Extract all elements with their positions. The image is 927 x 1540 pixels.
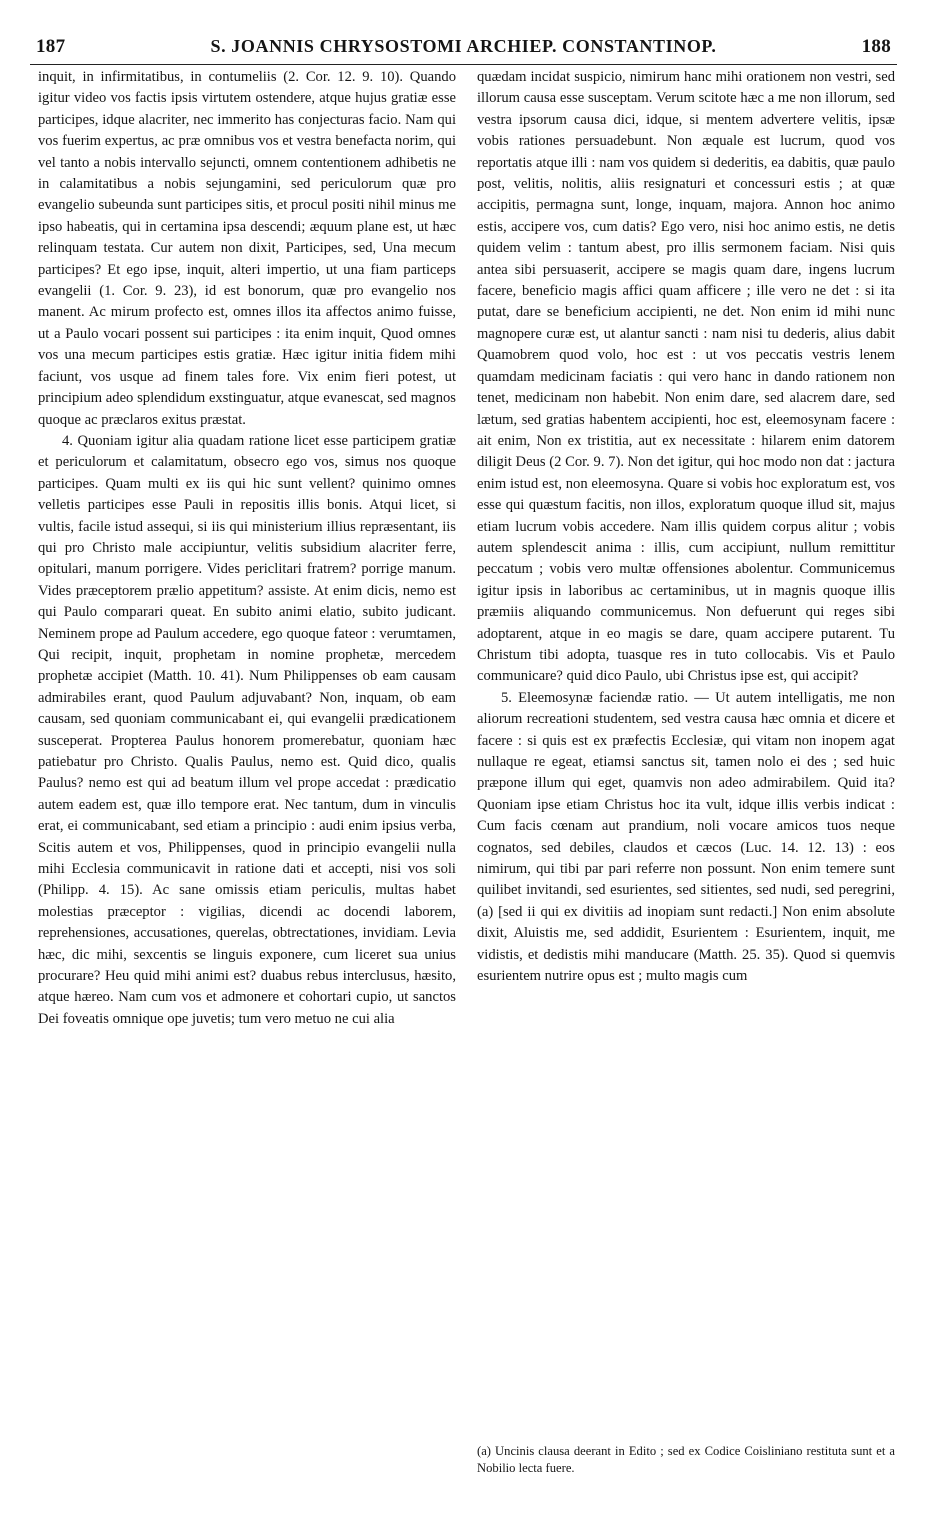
footnote: (a) Uncinis clausa deerant in Edito ; sed ex Codice Coisliniano restituta sunt et a Nobilio lecta fuere. [477,1444,895,1475]
page-number-right: 188 [861,36,891,57]
left-paragraph-2: 4. Quoniam igitur alia quadam ratione licet esse participem gratiæ et periculorum et calamitatum, obsecro ego vos, simus nos quoque participes. Quam multi ex iis qui hic sunt vellent? quinimo omnes velletis participes esse Pauli in repositis illis bonis. Atqui licet, si vultis, facile istud assequi, si iis qui ministerium illius repræsentant, iis qui pro Christo male accipiuntur, velitis subsidium alacriter ferre, opitulari, manum porrigere. Vides periclitari fratrem? porrige manum. Vides præceptorem prælio appetitum? assiste. At enim dicis, nemo est qui Paulo comparari queat. En subito animi elatio, subito judicant. Neminem prope ad Paulum accedere, ego quoque fateor : verumtamen, Qui recipit, inquit, prophetam in nomine prophetæ, mercedem prophetæ accipiet (Matth. 10. 41). Num Philippenses ob eam causam admirabiles erant, quod Paulum adjuvabant? Non, inquam, ob eam causam, sed quoniam communicabant ei, qui evangelii prædicationem susceperat. Propterea Paulus honorem promerebatur, quoniam hæc patiebatur pro Christo. Qualis Paulus, nemo est. Quid dico, qualis Paulus? nemo est qui ad beatum illum vel prope accedat : prædicatio autem eadem est, quæ illo tempore erat. Nec tantum, dum in vinculis erat, ei communicabant, sed etiam a principio : audi enim ipsius verba, Scitis autem et vos, Philippenses, quod in principio evangelii nulla mihi Ecclesia communicavit in ratione dati et accepti, nisi vos soli (Philipp. 4. 15). Ac sane omissis etiam periculis, multas habet molestias præceptor : vigilias, dicendi ac docendi laborem, reprehensiones, accusationes, querelas, obtrectationes, invidiam. Levia hæc, dic mihi, sexcentis se linguis exponere, cum liceret sua unius procurare? Heu quid mihi animi est? duabus rebus interclusus, hæsito, atque hæreo. Nam cum vos et admonere et cohortari cupio, ut sanctos Dei foveatis omnique ope juvetis; tum vero metuo ne cui alia [38,432,456,1027]
right-column [477,67,895,987]
running-title: S. JOANNIS CHRYSOSTOMI ARCHIEP. CONSTANTINOP. [210,36,717,56]
left-column [38,67,456,1030]
right-paragraph-1: quædam incidat suspicio, nimirum hanc mihi orationem non vestri, sed illorum causa esse susceptam. Verum scitote hæc a me non illorum, sed vestra ipsorum causa dici, idque, si mentem advertere velitis, ipsæ vobis rationes persuadebunt. Non æquale est lucrum, quod vos reportatis atque illi : nam vos quidem si dederitis, ea dabitis, quæ paulo post, velitis, nolitis, aliis resignaturi et concessuri estis ; at quæ accipitis, permagna sunt, longe, inquam, majora. Annon hoc animo estis, accipere vos, cum datis? Ego vero, nisi hoc animo estis, ne detis quidem velim : tantum abest, pro illis sermonem faciam. Nisi quis antea sibi persuaserit, accipere se magis quam dare, ingens lucrum facere, beneficio magis affici quam afficere ; ille vero ne det : si ita putat, dare se beneficium accipienti, ne det. Non enim id mihi nunc magnopere curæ est, ut alantur sancti : nam nisi tu dederis, alius dabit Quamobrem quod volo, hoc est : ut vos peccatis vestris lenem quamdam medicinam faciatis : qui vero hanc in dando rationem non tenet, medicinam non habebit. Non enim dare, sed alacrem dare, sed lætum, sed gratias habentem accipienti, hoc est, eleemosynam facere : ait enim, Non ex tristitia, aut ex necessitate : hilarem enim datorem diligit Deus (2 Cor. 9. 7). Non det igitur, qui hoc modo non dat : jactura enim istud est, non eleemosyna. Quare si vobis hoc exploratum est, vos esse qui quæstum facitis, non illos, exploratum quoque illud sit, majus etiam lucrum vobis accedere. Nam illis quidem corpus alitur ; vobis autem splendescit anima : illis, cum accipiunt, nullum remittitur peccatum ; vobis vero multæ offensiones abolentur. Communicemus igitur ipsis in laboribus ac certaminibus, ut in magnis quoque illis præmiis aliquando communicemus. Non defuerunt qui reges sibi adoptarent, atque in eo magis se dare, quam accipere putarent. Tu Christum tibi adopta, tuasque res in tuto collocabis. Vis et Paulo communicare? quid dico Paulo, ubi Christus ipse est, qui accipit? [477,69,895,685]
right-paragraph-2: 5. Eleemosynæ faciendæ ratio. — Ut autem intelligatis, me non aliorum recreationi studentem, sed vestra causa hæc omnia et dicere et facere : si quis est ex præfectis Ecclesiæ, qui vitam non inopem agat nullaque re egeat, etiamsi sanctus sit, tamen nolo ei des ; sed huic præpone illum qui eget, quamvis non adeo admirabilem. Quid ita? Quoniam ipse etiam Christus hoc ita vult, idque illis verbis indicat : Cum facis cœnam aut prandium, noli vocare amicos tuos neque cognatos, sed debiles, claudos et cæcos (Luc. 14. 12. 13) : eos nimirum, qui tibi par pari referre non possunt. Non enim temere sunt quilibet invitandi, sed esurientes, sed sitientes, sed nudi, sed peregrini, (a) [sed ii qui ex divitiis ad inopiam sunt redacti.] Non enim absolute dixit, Aluistis me, sed addidit, Esurientem : Esurientem, inquit, me vidistis, et dedistis mihi manducare (Matth. 25. 35). Quod si quemvis esurientem nutrire opus est ; multo magis cum [477,689,895,985]
left-paragraph-1: inquit, in infirmitatibus, in contumeliis (2. Cor. 12. 9. 10). Quando igitur video vos factis ipsis virtutem ostendere, atque hujus gratiæ esse participes, idque alacriter, nec immerito has conjecturas facio. Nam qui vos fuerim expertus, ac præ omnibus vos et vestra benefacta norim, qui vel tanto a nobis intervallo sejuncti, omnem contentionem adhibetis ne in calamitatibus a nobis sejungamini, sed periculorum quæ pro evangelio subeunda sunt participes sitis, et procul positi nihil minus me ipso habeatis, qui in certamina ipsa descendi; æquum plane est, ut hæc relinquam testata. Cur autem non dixit, Participes, sed, Una mecum participes? Et ego ipse, inquit, alteri impertio, ut una fiam particeps evangelii (1. Cor. 9. 23), id est bonorum, quæ pro evangelio nos manent. Ac mirum profecto est, omnes illos ita affectos animo fuisse, ut a Paulo vocari possent sui participes : ita enim inquit, Quod omnes vos una mecum participes estis gratiæ. Hæc igitur initia fidem mihi faciunt, vos usque ad finem tales fore. Vix enim fieri potest, ut principium adeo splendidum exstinguatur, atque evanescat, sed magnos quoque ac præclaros exitus præstat. [38,69,456,428]
page-number-left: 187 [36,36,66,57]
running-header [30,34,897,65]
